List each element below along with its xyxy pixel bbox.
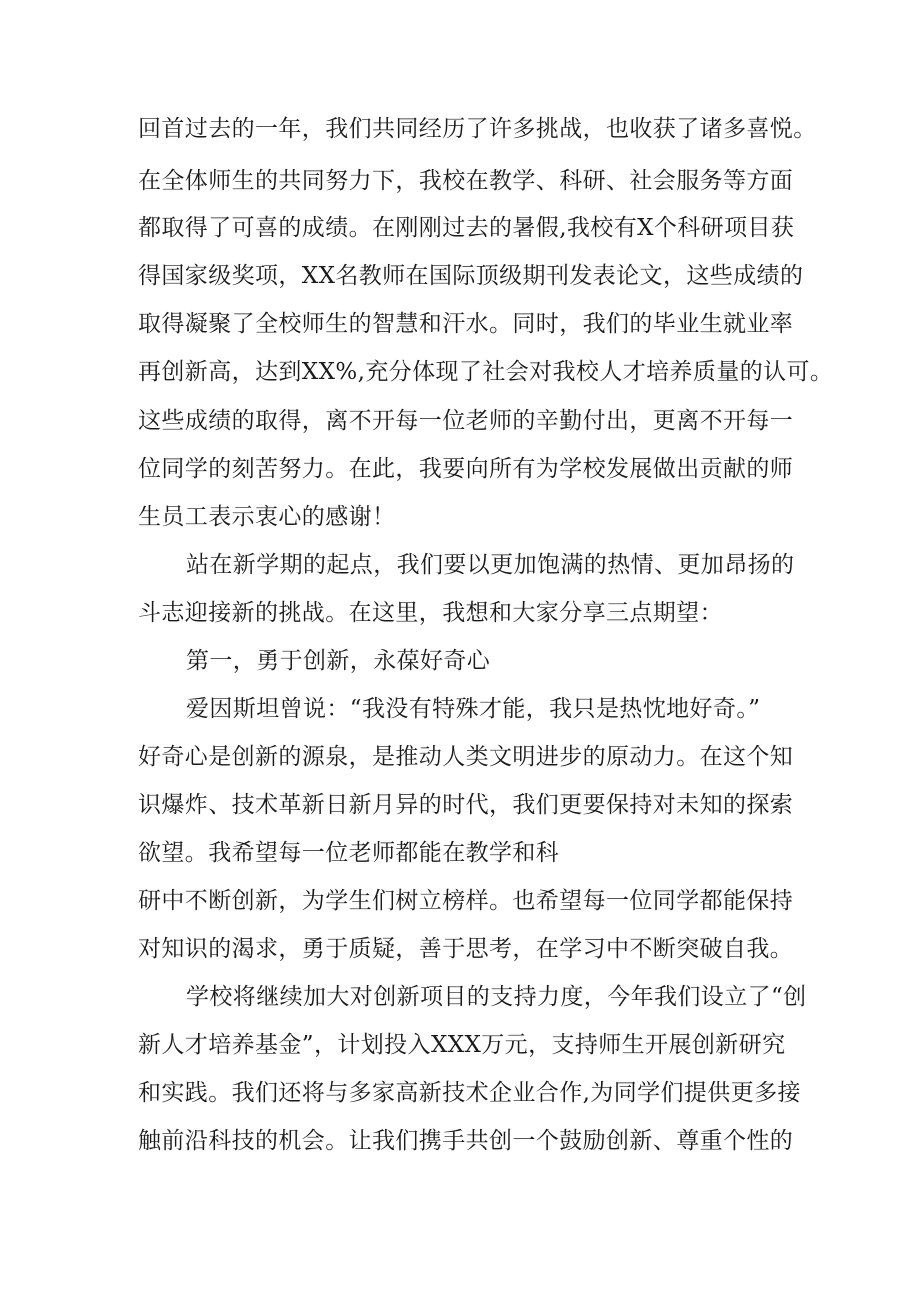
body-text-line: 再创新高，达到XX%,充分体现了社会对我校人才培养质量的认可。 [138,359,834,385]
body-text-line: 对知识的渴求，勇于质疑，善于思考，在学习中不断突破自我。 [138,936,794,962]
body-text-line: 欲望。我希望每一位老师都能在教学和科 [138,840,560,866]
body-text-line: 新人才培养基金”，计划投入XXX万元，支持师生开展创新研究 [138,1032,786,1058]
body-text-line: 都取得了可喜的成绩。在刚刚过去的暑假,我校有X个科研项目获 [138,215,795,241]
body-text-line: 回首过去的一年，我们共同经历了许多挑战，也收获了诸多喜悦。 [138,116,817,142]
body-text-line: 位同学的刻苦努力。在此，我要向所有为学校发展做出贡献的师 [138,456,794,482]
body-text-line: 好奇心是创新的源泉，是推动人类文明进步的原动力。在这个知 [138,744,794,770]
body-text-line: 这些成绩的取得，离不开每一位老师的辛勤付出，更离不开每一 [138,408,794,434]
body-text-line: 在全体师生的共同努力下，我校在教学、科研、社会服务等方面 [138,168,794,194]
body-text-line: 识爆炸、技术革新日新月异的时代，我们更要保持对未知的探索 [138,792,794,818]
body-text-line: 和实践。我们还将与多家高新技术企业合作,为同学们提供更多接 [138,1080,801,1106]
paragraph-first-line: 学校将继续加大对创新项目的支持力度，今年我们设立了“创 [186,984,807,1010]
body-text-line: 触前沿科技的机会。让我们携手共创一个鼓励创新、尊重个性的 [138,1128,794,1154]
body-text-line: 得国家级奖项，XX名教师在国际顶级期刊发表论文，这些成绩的 [138,263,804,289]
body-text-line: 取得凝聚了全校师生的智慧和汗水。同时，我们的毕业生就业率 [138,311,794,337]
section-heading: 第一，勇于创新，永葆好奇心 [186,648,491,674]
body-text-line: 研中不断创新，为学生们树立榜样。也希望每一位同学都能保持 [138,888,794,914]
paragraph-first-line: 爱因斯坦曾说：“我没有特殊才能，我只是热忱地好奇。” [186,696,761,722]
body-text-line: 生员工表示衷心的感谢！ [138,504,396,530]
paragraph-first-line: 站在新学期的起点，我们要以更加饱满的热情、更加昂扬的 [186,552,795,578]
body-text-line: 斗志迎接新的挑战。在这里，我想和大家分享三点期望： [138,600,723,626]
